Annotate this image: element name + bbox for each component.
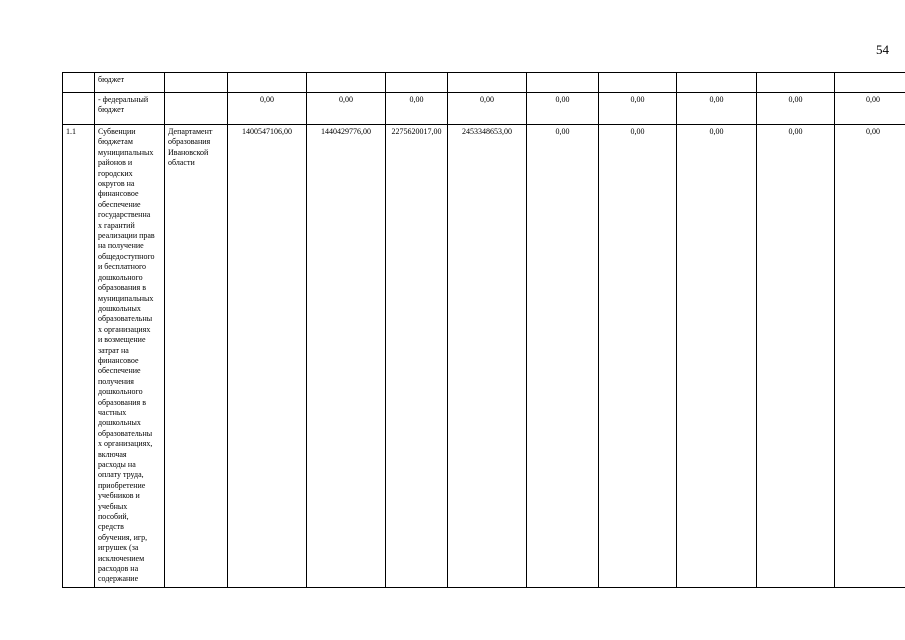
value-cell bbox=[599, 73, 677, 93]
value-cell bbox=[757, 73, 835, 93]
value-cell: 0,00 bbox=[677, 125, 757, 588]
value-cell bbox=[386, 73, 448, 93]
row-name-cell: Субвенции бюджетам муниципальных районов и городских округов на финансовое обеспечение государственна х гарантий реализации прав на получение общедоступного и бесплатного дошкольного образования в муниципальных дошкольных образовательны х организациях и возмещение затрат на финансовое обеспечение получения дошкольного образования в частных дошкольных образовательны х организациях, включая расходы на оплату труда, приобретение учебников и учебных пособий, средств обучения, игр, игрушек (за исключением расходов на содержание bbox=[95, 125, 165, 588]
value-cell: 0,00 bbox=[307, 93, 386, 125]
value-cell: 0,00 bbox=[527, 93, 599, 125]
value-cell: 2453348653,00 bbox=[448, 125, 527, 588]
table-row bbox=[63, 73, 905, 93]
value-cell: 0,00 bbox=[228, 93, 307, 125]
value-cell: 1440429776,00 bbox=[307, 125, 386, 588]
page-number: 54 bbox=[876, 42, 889, 57]
row-index-cell: 1.1 bbox=[63, 125, 95, 588]
value-cell: 0,00 bbox=[835, 93, 905, 125]
table-row bbox=[63, 93, 905, 125]
budget-table bbox=[62, 72, 905, 588]
value-cell: 0,00 bbox=[599, 125, 677, 588]
value-cell: 0,00 bbox=[677, 93, 757, 125]
row-name-cell: - федеральный бюджет bbox=[95, 93, 165, 125]
value-cell bbox=[228, 73, 307, 93]
value-cell: 0,00 bbox=[757, 125, 835, 588]
table-row bbox=[63, 125, 905, 588]
row-executor-cell: Департамент образования Ивановской области bbox=[165, 125, 228, 588]
value-cell bbox=[527, 73, 599, 93]
value-cell: 0,00 bbox=[527, 125, 599, 588]
row-name-cell: бюджет bbox=[95, 73, 165, 93]
row-index-cell bbox=[63, 93, 95, 125]
row-executor-cell bbox=[165, 73, 228, 93]
value-cell: 0,00 bbox=[835, 125, 905, 588]
row-executor-cell bbox=[165, 93, 228, 125]
value-cell: 0,00 bbox=[448, 93, 527, 125]
value-cell: 0,00 bbox=[386, 93, 448, 125]
value-cell bbox=[835, 73, 905, 93]
value-cell: 0,00 bbox=[599, 93, 677, 125]
value-cell bbox=[307, 73, 386, 93]
value-cell bbox=[448, 73, 527, 93]
value-cell bbox=[677, 73, 757, 93]
value-cell: 0,00 bbox=[757, 93, 835, 125]
row-index-cell bbox=[63, 73, 95, 93]
value-cell: 1400547106,00 bbox=[228, 125, 307, 588]
value-cell: 2275620017,00 bbox=[386, 125, 448, 588]
